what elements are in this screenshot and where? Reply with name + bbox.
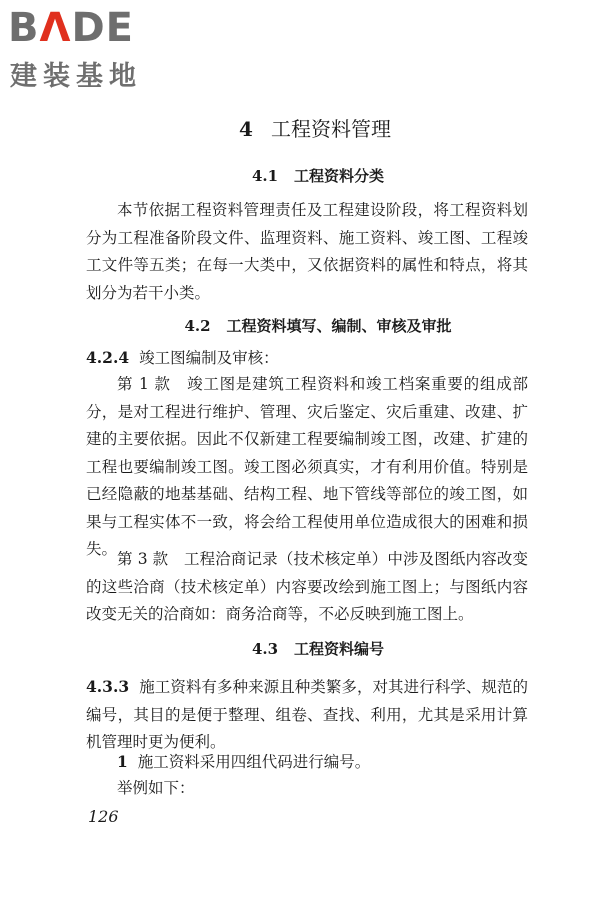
page-number: 126: [88, 807, 119, 826]
logo-wordmark: BΛDE: [8, 5, 134, 51]
section-heading-4-1: 4.1 工程资料分类: [251, 167, 385, 185]
clause-4-2-4: 4.2.4 竣工图编制及审核：: [86, 348, 279, 367]
publisher-logo: [8, 6, 178, 96]
example-label: 举例如下：: [117, 779, 195, 797]
section-heading-4-3: 4.3 工程资料编号: [251, 640, 385, 658]
paragraph-clause-3: 第 3 款 工程洽商记录（技术核定单）中涉及图纸内容改变的这些洽商（技术核定单）内容要改绘到施工图上；与图纸内容改变无关的洽商如：商务洽商等，不必反映到施工图上。: [86, 550, 528, 623]
paragraph-4-1: 本节依据工程资料管理责任及工程建设阶段，将工程资料划分为工程准备阶段文件、监理资料、施工资料、竣工图、工程竣工文件等五类；在每一大类中，又依据资料的属性和特点，将其划分为若干小类。: [86, 201, 528, 302]
logo-subtitle: 建装基地: [10, 61, 142, 92]
section-heading-4-2: 4.2 工程资料填写、编制、审核及审批: [184, 317, 452, 335]
chapter-title: 4 工程资料管理: [239, 117, 391, 141]
list-item-1: 1 施工资料采用四组代码进行编号。: [117, 752, 371, 771]
paragraph-clause-1: 第 1 款 竣工图是建筑工程资料和竣工档案重要的组成部分，是对工程进行维护、管理、灾后鉴定、灾后重建、改建、扩建的主要依据。因此不仅新建工程要编制竣工图，改建、扩建的工程也要编制竣工图。竣工图必须真实，才有利用价值。特别是已经隐蔽的地基基础、结构工程、地下管线等部位的竣工图，如果与工程实体不一致，将会给工程使用单位造成很大的困难和损失。: [86, 375, 528, 558]
clause-4-3-3: 4.3.3 施工资料有多种来源且种类繁多，对其进行科学、规范的编号，其目的是便于整理、组卷、查找、利用，尤其是采用计算机管理时更为便利。: [86, 677, 528, 751]
